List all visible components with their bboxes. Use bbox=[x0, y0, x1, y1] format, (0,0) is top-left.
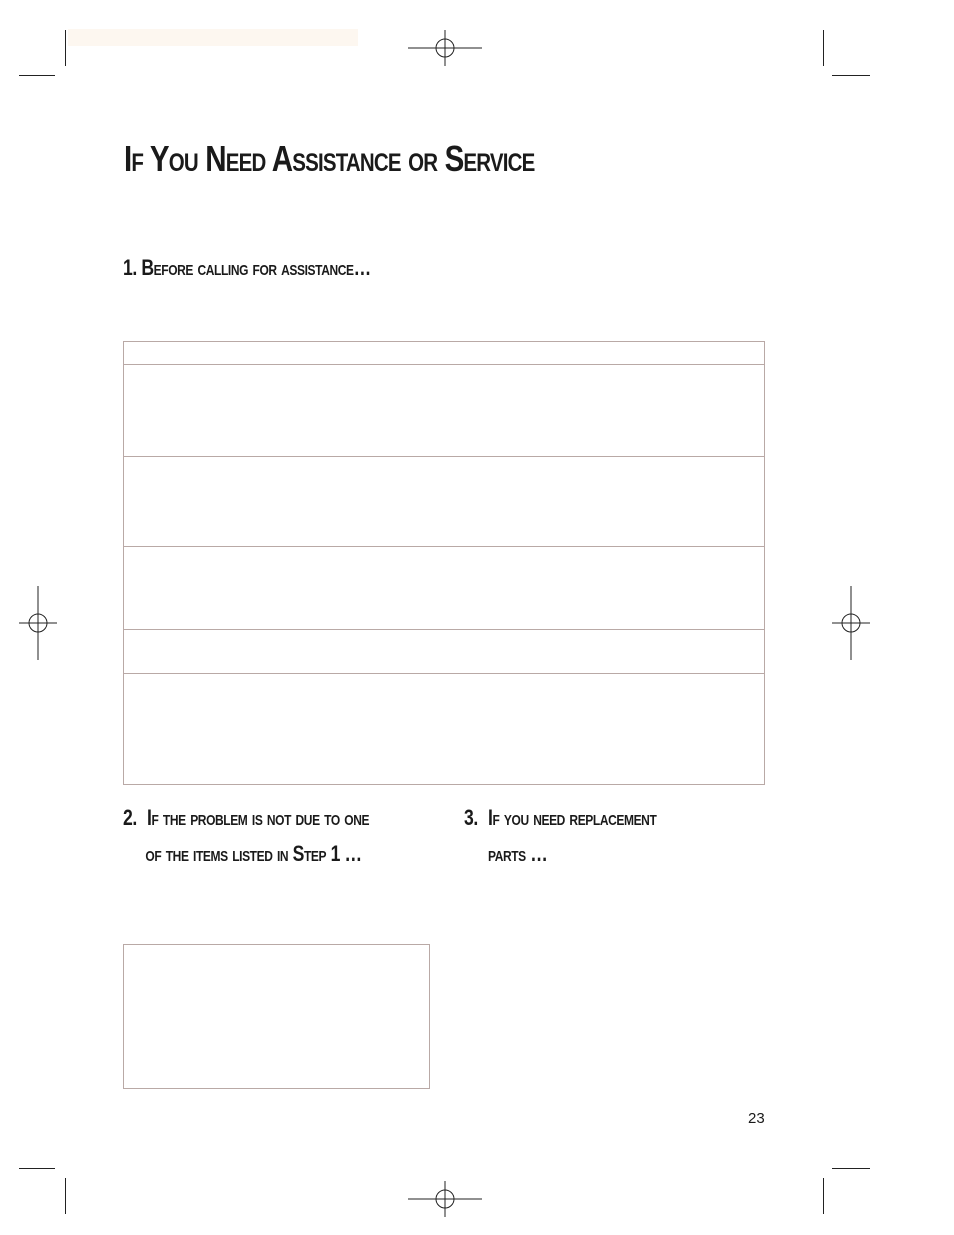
crop-mark bbox=[65, 1178, 66, 1214]
crop-mark bbox=[832, 75, 870, 76]
crop-mark bbox=[65, 30, 66, 66]
color-tint-strip bbox=[68, 29, 358, 46]
section-heading-before-calling: 1. Before calling for assistance… bbox=[123, 255, 371, 280]
contact-info-box bbox=[123, 944, 430, 1089]
section-number: 3. bbox=[464, 805, 478, 830]
crop-mark bbox=[823, 30, 824, 66]
section-heading-line: If the problem is not due to one bbox=[147, 805, 370, 830]
table-row bbox=[124, 673, 764, 674]
section-heading-replacement-parts bbox=[464, 800, 704, 872]
crop-mark bbox=[832, 1168, 870, 1169]
registration-mark-icon bbox=[832, 586, 870, 660]
table-row bbox=[124, 456, 764, 457]
section-heading-line: If you need replacement bbox=[488, 805, 657, 830]
section-heading-problem-not-listed bbox=[123, 800, 431, 872]
crop-mark bbox=[19, 1168, 55, 1169]
troubleshooting-table bbox=[123, 341, 765, 785]
page-number: 23 bbox=[748, 1110, 765, 1127]
section-heading-line: of the items listed in Step 1 … bbox=[145, 841, 362, 866]
registration-mark-icon bbox=[408, 30, 482, 66]
registration-mark-icon bbox=[408, 1181, 482, 1217]
section-number: 2. bbox=[123, 805, 137, 830]
table-row bbox=[124, 546, 764, 547]
crop-mark bbox=[19, 75, 55, 76]
page-title: If You Need Assistance or Service bbox=[124, 138, 535, 179]
table-row bbox=[124, 364, 764, 365]
crop-mark bbox=[823, 1178, 824, 1214]
section-heading-line: parts … bbox=[488, 841, 548, 866]
table-row bbox=[124, 629, 764, 630]
registration-mark-icon bbox=[19, 586, 57, 660]
